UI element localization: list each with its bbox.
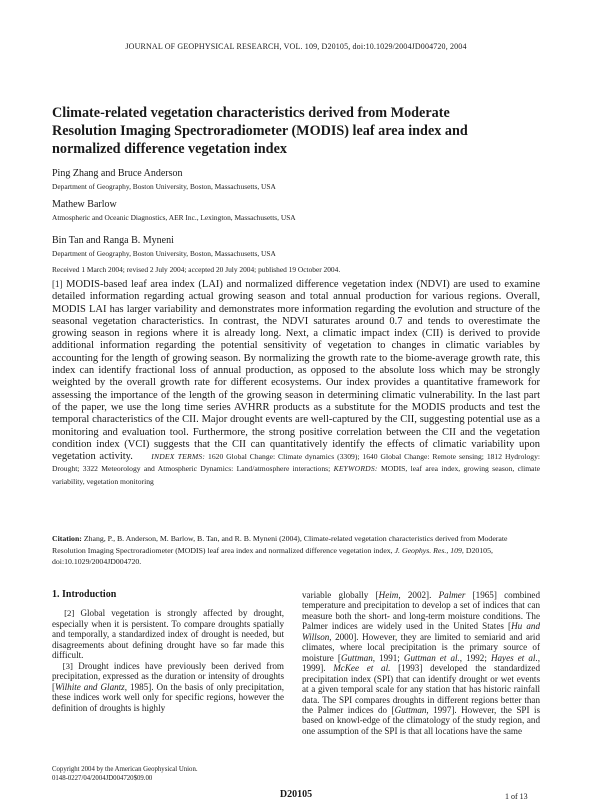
body-text-run: , 1991; — [372, 652, 404, 663]
author-group-1: Ping Zhang and Bruce Anderson — [52, 168, 183, 179]
reference-citation: Hayes et al. — [490, 652, 538, 663]
paragraph-2-text: Global vegetation is strongly affected by drought, especially when it is persistent. To compare droughts spatially and temporally, a standardized index of drought is needed, but disagreements about defining drought have so far made this difficult. — [52, 608, 285, 661]
page-number: 1 of 13 — [505, 792, 528, 801]
citation-journal: J. Geophys. Res., 109, — [394, 545, 464, 555]
reference-citation: Guttman — [340, 652, 373, 663]
author-group-2: Mathew Barlow — [52, 199, 117, 210]
body-text-run: , 1992; — [459, 652, 491, 663]
issn-line: 0148-0227/04/2004JD004720$09.00 — [52, 774, 153, 782]
paragraph-number: [2] — [64, 608, 75, 619]
author-group-3: Bin Tan and Ranga B. Myneni — [52, 235, 174, 246]
keywords-text: MODIS, leaf area index, growing season, climate variability, vegetation monitoring — [52, 464, 541, 486]
copyright-notice — [52, 766, 198, 783]
reference-citation: Guttman et al. — [403, 652, 460, 663]
citation-tail: D20105, doi:10.1029/2004JD004720. — [52, 545, 493, 566]
reference-citation: Palmer — [438, 590, 466, 600]
paper-title: Climate-related vegetation characteristics derived from Moderate Resolution Imaging Spectroradiometer (MODIS) leaf area index and normalized difference vegetation index — [52, 105, 468, 157]
body-text-run: [1965] combined temperature and precipitation to develop a set of indices that can measure both the short- and long-term moisture conditions. The Palmer indices are widely used in the United States [ — [302, 590, 540, 632]
body-text-run: variable globally [ — [302, 590, 379, 600]
reference-citation: Hu and Willson — [302, 621, 541, 642]
affiliation-2: Atmospheric and Oceanic Diagnostics, AER Inc., Lexington, Massachusetts, USA — [52, 213, 296, 222]
keywords-label: KEYWORDS: — [333, 464, 378, 474]
body-column-right — [302, 590, 540, 736]
body-text-run: , 2002]. — [398, 590, 439, 600]
citation-text: Zhang, P., B. Anderson, M. Barlow, B. Tan, and R. B. Myneni (2004), Climate-related vegetation characteristics derived from Moderate Resolution Imaging Spectroradiometer (MODIS) leaf area index and normalized difference vegetation index, — [52, 534, 508, 555]
index-terms-label: INDEX TERMS: — [151, 452, 206, 462]
body-text-run: [1993] developed the standardized precipitation index (SPI) that can identify drought or wet events at a given temporal scale for any station that has historic rainfall data. The SPI compares droughts in different regions better than the Palmer indices do [ — [302, 663, 540, 715]
paragraph-3 — [52, 661, 284, 713]
citation-block — [52, 533, 540, 568]
abstract — [52, 278, 540, 488]
section-heading: 1. Introduction — [52, 589, 117, 600]
reference-citation: Guttman — [394, 704, 427, 715]
body-text-run: , 2000]. However, they are limited to semiarid and arid climates, where local precipitation is the primary source of moisture [ — [302, 631, 540, 663]
copyright-line: Copyright 2004 by the American Geophysical Union. — [52, 766, 198, 773]
affiliation-1: Department of Geography, Boston University, Boston, Massachusetts, USA — [52, 182, 276, 191]
citation-label: Citation: — [52, 534, 82, 543]
body-text-run: , 1997]. However, the SPI is based on knowl-edge of the climatology of the study region, and one assumption of the SPI is that all locations have the same — [302, 704, 541, 736]
affiliation-3: Department of Geography, Boston University, Boston, Massachusetts, USA — [52, 249, 276, 258]
paragraph-3-continued — [302, 590, 540, 736]
paragraph-3-text-a: Drought indices have previously been derived from precipitation, expressed as the duration or intensity of droughts [ — [52, 660, 285, 692]
journal-header: JOURNAL OF GEOPHYSICAL RESEARCH, VOL. 109, D20105, doi:10.1029/2004JD004720, 2004 — [125, 42, 467, 51]
body-text-run: , 1999]. — [302, 652, 540, 674]
reference-citation: McKee et al. — [333, 663, 391, 674]
abstract-paragraph-number: [1] — [52, 279, 63, 289]
page-identifier: D20105 — [279, 789, 313, 800]
abstract-text: MODIS-based leaf area index (LAI) and normalized difference vegetation index (NDVI) are used to examine detailed information regarding actual growing season and total annual production for various regions. Overall, MODIS LAI has larger variability and demonstrates more information regarding the evolution and structure of the seasonal vegetation characteristics. In contrast, the NDVI saturates around 0.7 and tends to overestimate the growing season in regions where it is already long. Next, a climatic impact index (CII) is derived to provide additional information regarding the potential sensitivity of vegetation to changes in climatic variables by accounting for the length of growing season. By normalizing the growth rate to the biome-average growth rate, this index can identify fractional loss of annual production, as opposed to the absolute loss which may be strongly weighted by the overall growth rate for different ecosystems. Our index provides a quantitative framework for assessing the importance of the length of the growing season in determining climatic vulnerability. In the last part of the paper, we use the long time series AVHRR products as a substitute for the MODIS products and test the temporal characteristics of the CII. Major drought events are well-captured by the CII, suggesting potential use as a monitoring and evaluation tool. Furthermore, the strong positive correlation between the CII and the vegetation condition index (VCI) suggests that the CII can quantitatively identify the effects of climatic variability upon vegetation activity. — [52, 279, 540, 463]
paragraph-3-text-b: , 1985]. On the basis of only precipitation, these indices work well only for specific regions, however the definition of droughts is highly — [52, 681, 285, 713]
paragraph-number: [3] — [62, 660, 73, 671]
reference-citation: Heim — [378, 590, 399, 600]
reference-citation: Wilhite and Glantz — [55, 681, 125, 692]
index-terms-text: 1620 Global Change: Climate dynamics (3309); 1640 Global Change: Remote sensing; 1812 Hydrology: Drought; 3322 Meteorology and Atmospheric Dynamics: Land/atmosphere interactions; — [52, 452, 540, 474]
paragraph-2 — [52, 608, 284, 660]
received-dates: Received 1 March 2004; revised 2 July 2004; accepted 20 July 2004; published 19 October 2004. — [52, 265, 341, 274]
body-column-left — [52, 590, 284, 713]
